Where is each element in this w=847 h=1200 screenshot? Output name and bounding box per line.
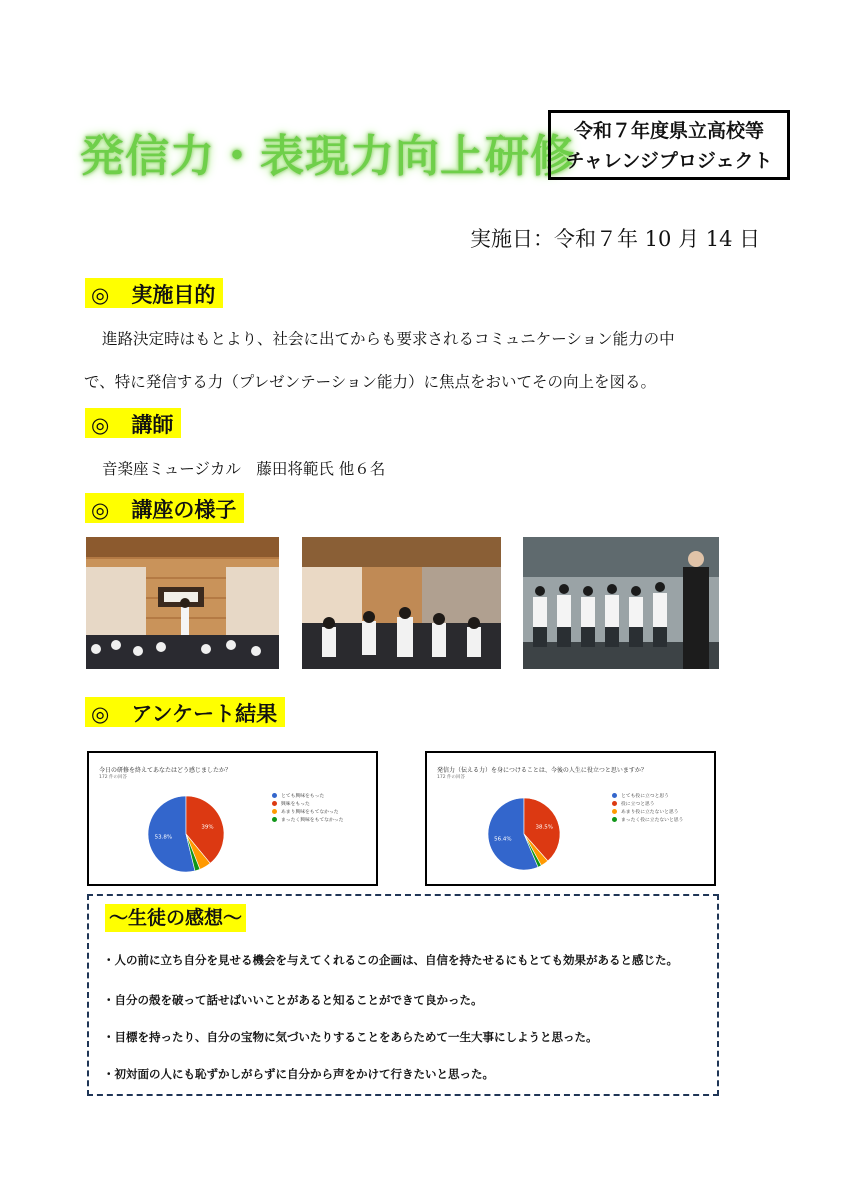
legend-label: まったく興味をもてなかった bbox=[281, 817, 344, 823]
legend-item bbox=[612, 815, 683, 823]
chart-response-count: 172 件の回答 bbox=[437, 775, 466, 780]
double-circle-icon: ◎ bbox=[91, 413, 110, 437]
survey-chart-2 bbox=[425, 751, 716, 886]
impression-item: ・人の前に立ち自分を見せる機会を与えてくれるこの企画は、自信を持たせるにもとても効果があると感じた。 bbox=[103, 953, 678, 967]
impression-item: ・目標を持ったり、自分の宝物に気づいたりすることをあらためて一生大事にしようと思った。 bbox=[103, 1030, 598, 1044]
legend-swatch bbox=[272, 801, 277, 806]
implementation-date: 実施日：令和７年 10 月 14 日 bbox=[470, 227, 761, 251]
legend-label: とても興味をもった bbox=[281, 793, 325, 799]
impression-item: ・初対面の人にも恥ずかしがらずに自分から声をかけて行きたいと思った。 bbox=[103, 1067, 494, 1081]
lecture-photo-1 bbox=[86, 537, 279, 669]
legend-swatch bbox=[272, 793, 277, 798]
legend-label: あまり役に立たないと思う bbox=[621, 809, 679, 815]
legend-label: とても役に立つと思う bbox=[621, 793, 669, 799]
legend-item bbox=[272, 807, 343, 815]
legend-item bbox=[272, 791, 343, 799]
legend-item bbox=[612, 807, 683, 815]
heading-scene bbox=[85, 493, 244, 523]
project-line-1: 令和７年度県立高校等 bbox=[573, 120, 764, 142]
project-line-2: チャレンジプロジェクト bbox=[565, 150, 773, 172]
chart-legend bbox=[272, 791, 343, 823]
slice-label: 53.8% bbox=[154, 834, 173, 841]
purpose-line-1: 進路決定時はもとより、社会に出てからも要求されるコミュニケーション能力の中 bbox=[102, 330, 675, 348]
legend-item bbox=[612, 799, 683, 807]
legend-label: 役に立つと思う bbox=[621, 801, 655, 807]
lecture-photo-2 bbox=[302, 537, 501, 669]
slice-label: 39% bbox=[201, 824, 214, 831]
survey-chart-1 bbox=[87, 751, 378, 886]
double-circle-icon: ◎ bbox=[91, 498, 110, 522]
double-circle-icon: ◎ bbox=[91, 702, 110, 726]
lecture-photo-3 bbox=[523, 537, 719, 669]
legend-swatch bbox=[612, 817, 617, 822]
page-title: 発信力・表現力向上研修 bbox=[80, 131, 575, 182]
legend-swatch bbox=[612, 793, 617, 798]
legend-swatch bbox=[272, 817, 277, 822]
chart-response-count: 172 件の回答 bbox=[99, 775, 128, 780]
lecturer-text: 音楽座ミュージカル 藤田将範氏 他６名 bbox=[102, 460, 386, 478]
heading-scene-label: 講座の様子 bbox=[131, 498, 237, 522]
legend-swatch bbox=[612, 801, 617, 806]
student-impressions-box bbox=[87, 894, 719, 1096]
legend-item bbox=[612, 791, 683, 799]
chart-title: 発信力（伝える力）を身につけることは、今後の人生に役立つと思いますか？ bbox=[437, 767, 647, 774]
legend-swatch bbox=[612, 809, 617, 814]
heading-purpose-label: 実施目的 bbox=[131, 283, 216, 307]
slice-label: 38.5% bbox=[535, 824, 553, 831]
heading-lecturer-label: 講師 bbox=[131, 413, 174, 437]
heading-lecturer bbox=[85, 408, 181, 438]
project-label bbox=[548, 110, 790, 180]
legend-label: まったく役に立たないと思う bbox=[621, 817, 684, 823]
legend-swatch bbox=[272, 809, 277, 814]
legend-label: 興味をもった bbox=[281, 801, 310, 807]
impressions-title: ～生徒の感想～ bbox=[105, 904, 246, 932]
legend-item bbox=[272, 799, 343, 807]
purpose-line-2: で、特に発信する力（プレゼンテーション能力）に焦点をおいてその向上を図る。 bbox=[84, 373, 656, 391]
legend-label: あまり興味をもてなかった bbox=[281, 809, 339, 815]
double-circle-icon: ◎ bbox=[91, 283, 110, 307]
chart-title: 今日の研修を終えてあなたはどう感じましたか？ bbox=[99, 767, 232, 774]
impression-item: ・自分の殻を破って話せばいいことがあると知ることができて良かった。 bbox=[103, 993, 483, 1007]
heading-survey-label: アンケート結果 bbox=[131, 702, 278, 726]
heading-survey bbox=[85, 697, 285, 727]
legend-item bbox=[272, 815, 343, 823]
slice-label: 56.4% bbox=[494, 836, 512, 843]
heading-purpose bbox=[85, 278, 223, 308]
chart-legend bbox=[612, 791, 683, 823]
